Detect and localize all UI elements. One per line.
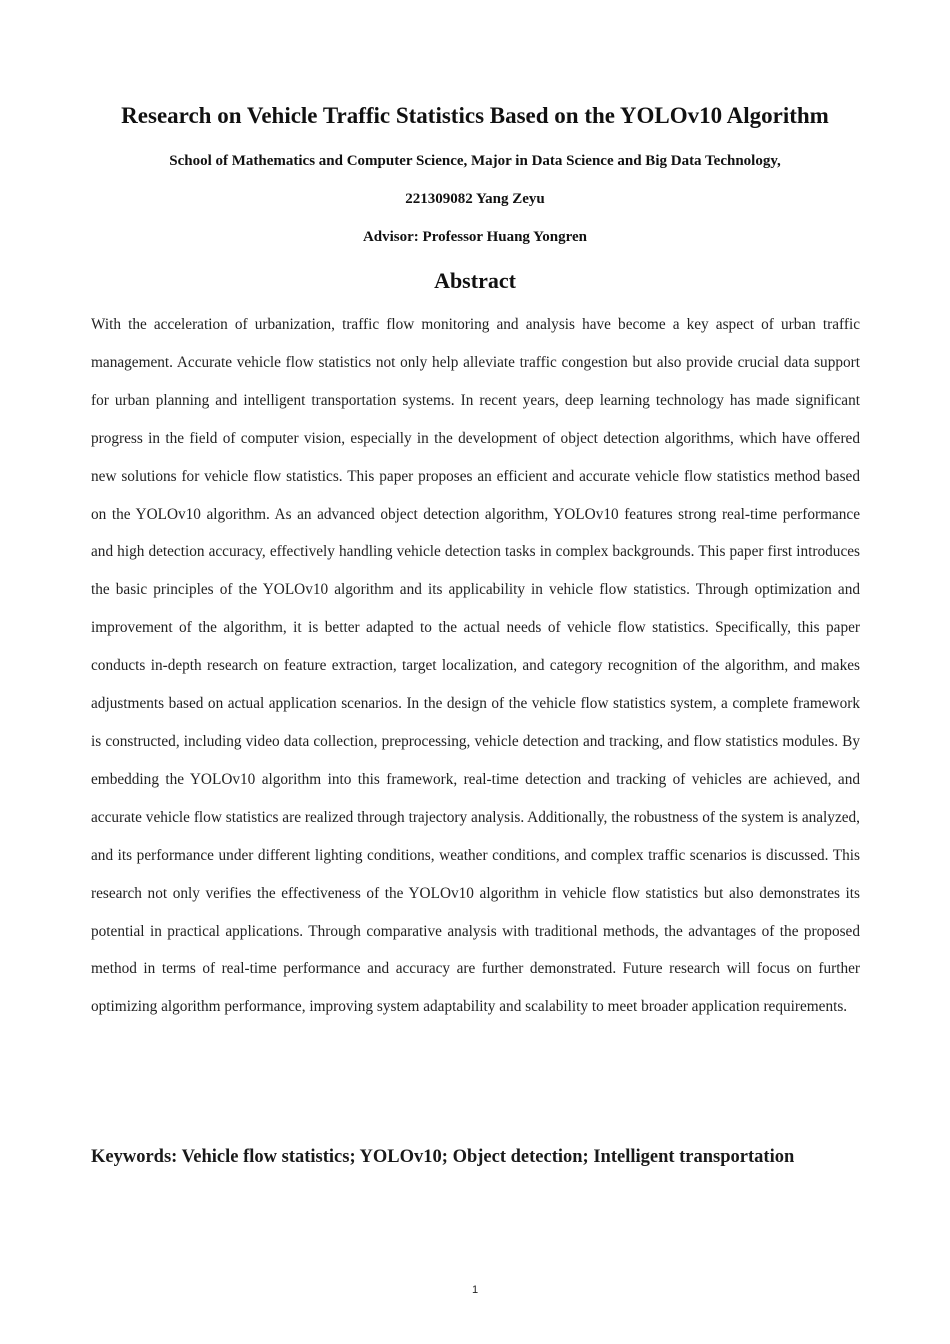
abstract-heading: Abstract <box>434 268 516 293</box>
page-number: 1 <box>471 1284 479 1296</box>
keywords-line: Keywords: Vehicle flow statistics; YOLOv10; Object detection; Intelligent transportation <box>91 1147 795 1167</box>
affiliation-line: School of Mathematics and Computer Science, Major in Data Science and Big Data Technology, <box>169 153 781 169</box>
advisor-line: Advisor: Professor Huang Yongren <box>362 229 588 245</box>
author-line: 221309082 Yang Zeyu <box>405 191 545 207</box>
paper-title: Research on Vehicle Traffic Statistics Based on the YOLOv10 Algorithm <box>121 103 829 128</box>
abstract-body: With the acceleration of urbanization, traffic flow monitoring and analysis have become a key aspect of urban traffic management. Accurate vehicle flow statistics not only help alleviate traffic congestion but also provide crucial data support for urban planning and intelligent transportation systems. In recent years, deep learning technology has made significant progress in the field of computer vision, especially in the development of object detection algorithms, which have offered new solutions for vehicle flow statistics. This paper proposes an efficient and accurate vehicle flow statistics method based on the YOLOv10 algorithm. As an advanced object detection algorithm, YOLOv10 features strong real-time performance and high detection accuracy, effectively handling vehicle detection tasks in complex backgrounds. This paper first introduces the basic principles of the YOLOv10 algorithm and its applicability in vehicle flow statistics. Through optimization and improvement of the algorithm, it is better adapted to the actual needs of vehicle flow statistics. Specifically, this paper conducts in-depth research on feature extraction, target localization, and category recognition of the algorithm, and makes adjustments based on actual application scenarios. In the design of the vehicle flow statistics system, a complete framework is constructed, including video data collection, preprocessing, vehicle detection and tracking, and flow statistics modules. By embedding the YOLOv10 algorithm into this framework, real-time detection and tracking of vehicles are achieved, and accurate vehicle flow statistics are realized through trajectory analysis. Additionally, the robustness of the system is analyzed, and its performance under different lighting conditions, weather conditions, and complex traffic scenarios is discussed. This research not only verifies the effectiveness of the YOLOv10 algorithm in vehicle flow statistics but also demonstrates its potential in practical applications. Through comparative analysis with traditional methods, the advantages of the proposed method in terms of real-time performance and accuracy are further demonstrated. Future research will focus on further optimizing algorithm performance, improving system adaptability and scalability to meet broader application requirements. <box>91 316 860 1016</box>
